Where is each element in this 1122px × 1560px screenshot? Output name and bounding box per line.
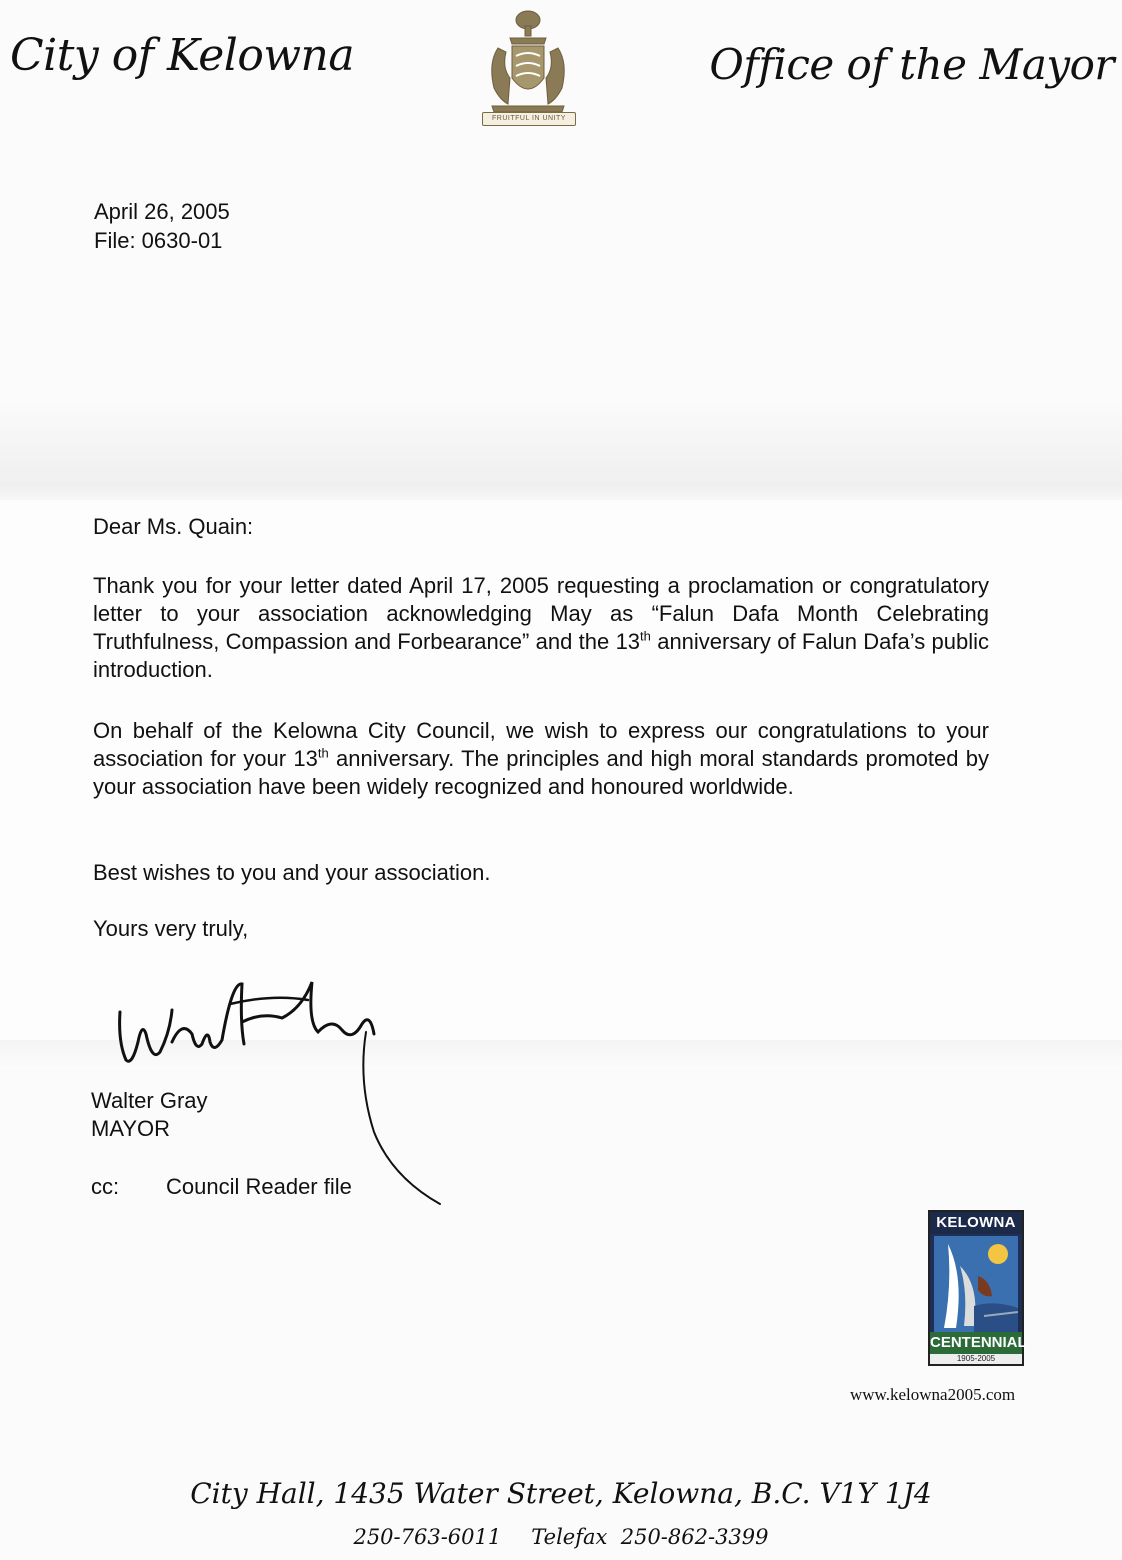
badge-years: 1905-2005: [930, 1354, 1022, 1364]
badge-bottom-label: CENTENNIAL: [930, 1332, 1022, 1354]
coat-of-arms-icon: [478, 8, 578, 126]
letterhead-city: City of Kelowna: [10, 30, 355, 81]
salutation: Dear Ms. Quain:: [93, 514, 254, 539]
paragraph-3: Best wishes to you and your association.: [93, 860, 491, 885]
centennial-badge: [928, 1210, 1027, 1366]
signer-title: MAYOR: [91, 1116, 171, 1141]
letter-date: April 26, 2005: [94, 199, 230, 224]
website-url: www.kelowna2005.com: [850, 1385, 1016, 1404]
cc-label: cc:: [91, 1174, 120, 1199]
letterhead-office: Office of the Mayor: [709, 40, 1114, 89]
cc-recipient: Council Reader file: [166, 1174, 352, 1199]
badge-top-label: KELOWNA: [930, 1212, 1022, 1234]
footer-fax: 250-862-3399: [620, 1525, 769, 1549]
crest-motto: FRUITFUL IN UNITY: [482, 112, 576, 126]
paragraph-2: On behalf of the Kelowna City Council, we wish to express our congratulations to your association for your 13th anniversary. The principles and high moral standards promoted by your association have been widely recognized and honoured worldwide.: [93, 718, 989, 799]
paragraph-1: Thank you for your letter dated April 17, 2005 requesting a proclamation or congratulatory letter to your association acknowledging May as “Falun Dafa Month Celebrating Truthfulness, Compassion and Forbearance” and the 13th anniversary of Falun Dafa’s public introduction.: [93, 573, 989, 682]
footer-fax-label: Telefax: [531, 1525, 608, 1549]
closing: Yours very truly,: [93, 916, 249, 941]
footer-phone: 250-763-6011: [353, 1525, 502, 1549]
file-number: File: 0630-01: [94, 228, 223, 253]
footer-contact: [0, 1525, 1122, 1549]
signer-name: Walter Gray: [91, 1088, 208, 1113]
centennial-sail-icon: [934, 1236, 1018, 1332]
footer-address: City Hall, 1435 Water Street, Kelowna, B.C. V1Y 1J4: [190, 1477, 932, 1510]
